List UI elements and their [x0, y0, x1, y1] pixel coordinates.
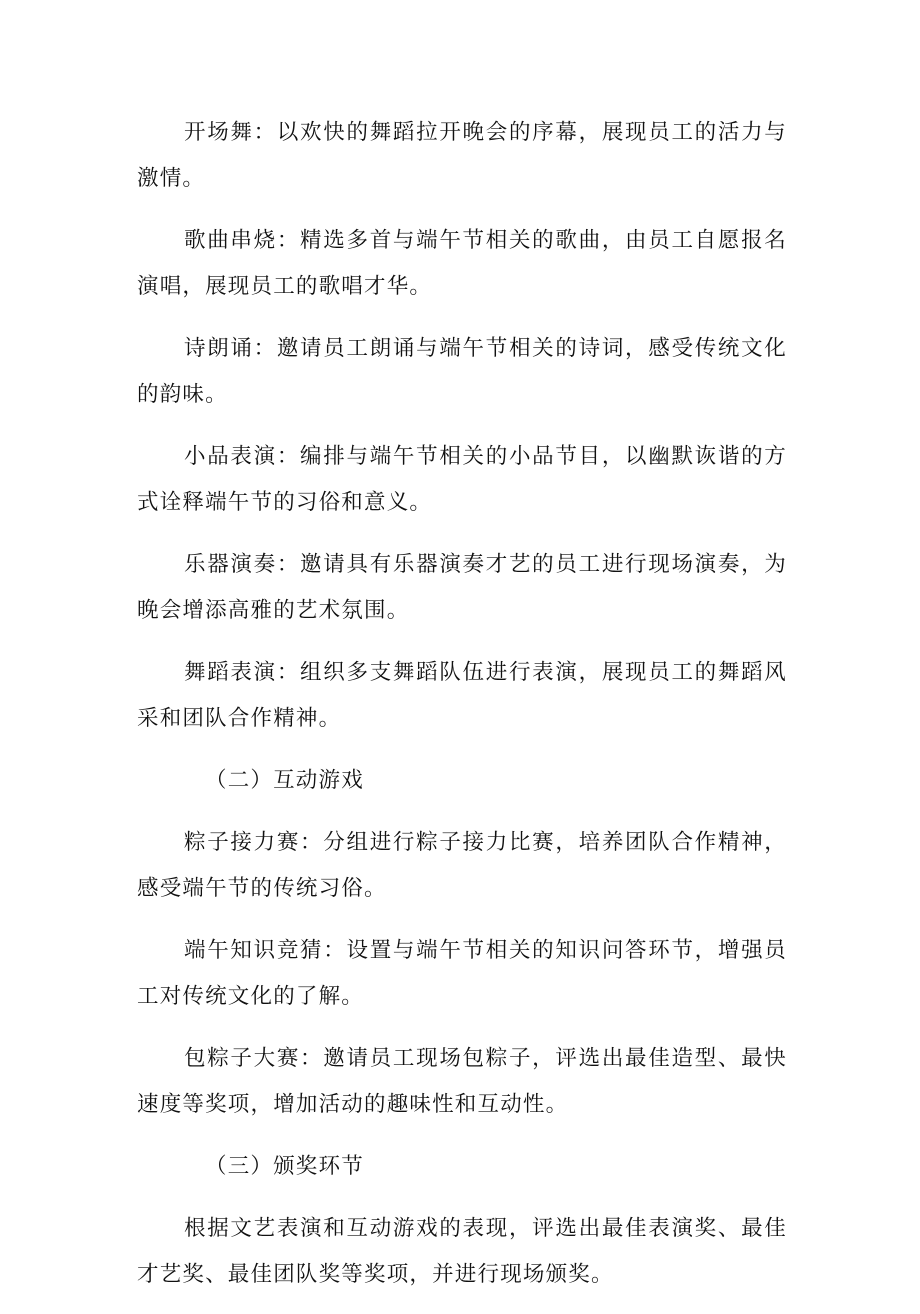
- document-page: [137, 110, 787, 1314]
- section-heading-awards: （三）颁奖环节: [205, 1154, 364, 1179]
- paragraph-song-medley: 歌曲串烧：精选多首与端午节相关的歌曲，由员工自愿报名演唱，展现员工的歌唱才华。: [137, 228, 787, 299]
- paragraph-awards: 根据文艺表演和互动游戏的表现，评选出最佳表演奖、最佳才艺奖、最佳团队奖等奖项，并进行现场颁奖。: [137, 1216, 787, 1287]
- paragraph-knowledge-quiz: 端午知识竞猜：设置与端午节相关的知识问答环节，增强员工对传统文化的了解。: [137, 938, 787, 1009]
- paragraph-opening-dance: 开场舞：以欢快的舞蹈拉开晚会的序幕，展现员工的活力与激情。: [137, 120, 787, 191]
- paragraph-poetry-recital: 诗朗诵：邀请员工朗诵与端午节相关的诗词，感受传统文化的韵味。: [137, 336, 787, 407]
- paragraph-skit: 小品表演：编排与端午节相关的小品节目，以幽默诙谐的方式诠释端午节的习俗和意义。: [137, 444, 787, 515]
- section-heading-interactive-games: （二）互动游戏: [205, 768, 364, 793]
- paragraph-dance-performance: 舞蹈表演：组织多支舞蹈队伍进行表演，展现员工的舞蹈风采和团队合作精神。: [137, 660, 787, 731]
- paragraph-instrumental: 乐器演奏：邀请具有乐器演奏才艺的员工进行现场演奏，为晚会增添高雅的艺术氛围。: [137, 552, 787, 623]
- paragraph-zongzi-contest: 包粽子大赛：邀请员工现场包粽子，评选出最佳造型、最快速度等奖项，增加活动的趣味性和互动性。: [137, 1046, 787, 1117]
- paragraph-zongzi-relay: 粽子接力赛：分组进行粽子接力比赛，培养团队合作精神，感受端午节的传统习俗。: [137, 830, 787, 901]
